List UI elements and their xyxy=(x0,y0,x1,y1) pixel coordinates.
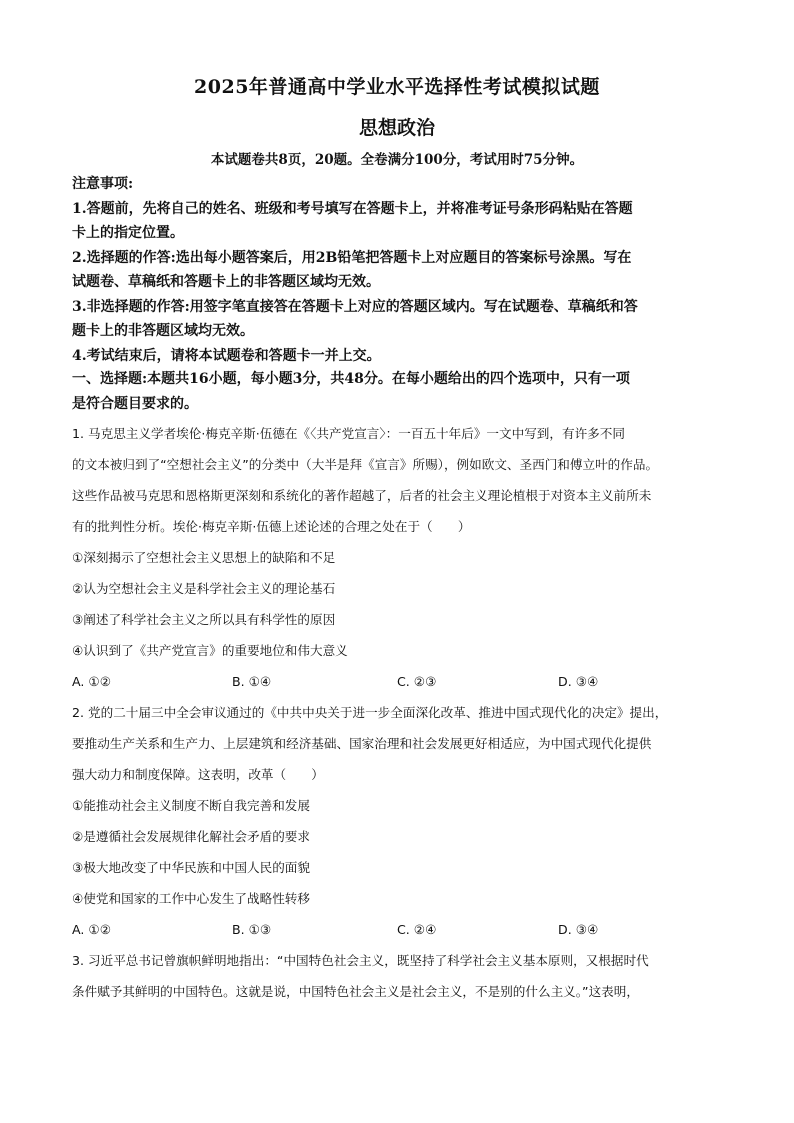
notes-line: 1.答题前，先将自己的姓名、班级和考号填写在答题卡上，并将准考证号条形码粘贴在答题 xyxy=(72,200,633,217)
notes-heading: 注意事项: xyxy=(72,176,134,192)
option-a[interactable]: A. ①② xyxy=(72,922,111,937)
option-a[interactable]: A. ①② xyxy=(72,674,111,689)
section-line: 是符合题目要求的。 xyxy=(72,395,198,412)
question-2 xyxy=(72,697,732,945)
options-row xyxy=(72,666,732,697)
option-b[interactable]: B. ①④ xyxy=(232,674,272,689)
question-3 xyxy=(72,945,732,1007)
statement-line: ①能推动社会主义制度不断自我完善和发展 xyxy=(72,798,310,813)
option-b[interactable]: B. ①③ xyxy=(232,922,272,937)
notes-line: 3.非选择题的作答:用签字笔直接答在答题卡上对应的答题区域内。写在试题卷、草稿纸和答 xyxy=(72,298,638,315)
question-line: 这些作品被马克思和恩格斯更深刻和系统化的著作超越了，后者的社会主义理论植根于对资本主义前所未 xyxy=(72,488,652,503)
option-d[interactable]: D. ③④ xyxy=(558,674,599,689)
option-c[interactable]: C. ②④ xyxy=(397,922,437,937)
question-line: 2. 党的二十届三中全会审议通过的《中共中央关于进一步全面深化改革、推进中国式现代化的决定》提出， xyxy=(72,705,668,720)
notes-line: 卡上的指定位置。 xyxy=(72,225,184,241)
option-d[interactable]: D. ③④ xyxy=(558,922,599,937)
exam-title: 2025年普通高中学业水平选择性考试模拟试题 xyxy=(194,76,600,98)
notes-line: 题卡上的非答题区域均无效。 xyxy=(72,323,254,339)
notes-line: 2.选择题的作答:选出每小题答案后，用2B铅笔把答题卡上对应题目的答案标号涂黑。写在 xyxy=(72,249,632,266)
options-row xyxy=(72,914,732,945)
question-line: 1. 马克思主义学者埃伦·梅克辛斯·伍德在《〈共产党宣言〉：一百五十年后》一文中写到，有许多不同 xyxy=(72,426,625,441)
question-1 xyxy=(72,418,732,697)
question-line: 强大动力和制度保障。这表明，改革（ ） xyxy=(72,767,324,782)
exam-info: 本试题卷共8页，20题。全卷满分100分，考试用时75分钟。 xyxy=(210,152,584,168)
question-line: 有的批判性分析。埃伦·梅克辛斯·伍德上述论述的合理之处在于（ ） xyxy=(72,519,471,534)
notes-block xyxy=(72,172,732,368)
question-line: 的文本被归到了“空想社会主义”的分类中（大半是拜《宣言》所赐），例如欧文、圣西门和傅立叶的作品。 xyxy=(72,457,659,472)
statement-line: ③极大地改变了中华民族和中国人民的面貌 xyxy=(72,860,310,875)
question-line: 条件赋予其鲜明的中国特色。这就是说，中国特色社会主义是社会主义，不是别的什么主义。”这表明， xyxy=(72,984,639,999)
statement-line: ④认识到了《共产党宣言》的重要地位和伟大意义 xyxy=(72,643,348,658)
statement-line: ③阐述了科学社会主义之所以具有科学性的原因 xyxy=(72,612,336,627)
statement-line: ②认为空想社会主义是科学社会主义的理论基石 xyxy=(72,581,336,596)
notes-line: 试题卷、草稿纸和答题卡上的非答题区域均无效。 xyxy=(72,274,380,290)
statement-line: ④使党和国家的工作中心发生了战略性转移 xyxy=(72,891,310,906)
question-line: 3. 习近平总书记曾旗帜鲜明地指出：“中国特色社会主义，既坚持了科学社会主义基本原则，又根据时代 xyxy=(72,953,649,968)
statement-line: ②是遵循社会发展规律化解社会矛盾的要求 xyxy=(72,829,310,844)
subject-title: 思想政治 xyxy=(358,117,435,139)
section-heading xyxy=(72,367,732,416)
section-line: 一、选择题:本题共16小题，每小题3分，共48分。在每小题给出的四个选项中，只有一项 xyxy=(72,371,630,387)
notes-line: 4.考试结束后，请将本试题卷和答题卡一并上交。 xyxy=(72,347,381,364)
statement-line: ①深刻揭示了空想社会主义思想上的缺陷和不足 xyxy=(72,550,336,565)
question-line: 要推动生产关系和生产力、上层建筑和经济基础、国家治理和社会发展更好相适应，为中国式现代化提供 xyxy=(72,736,652,751)
option-c[interactable]: C. ②③ xyxy=(397,674,437,689)
